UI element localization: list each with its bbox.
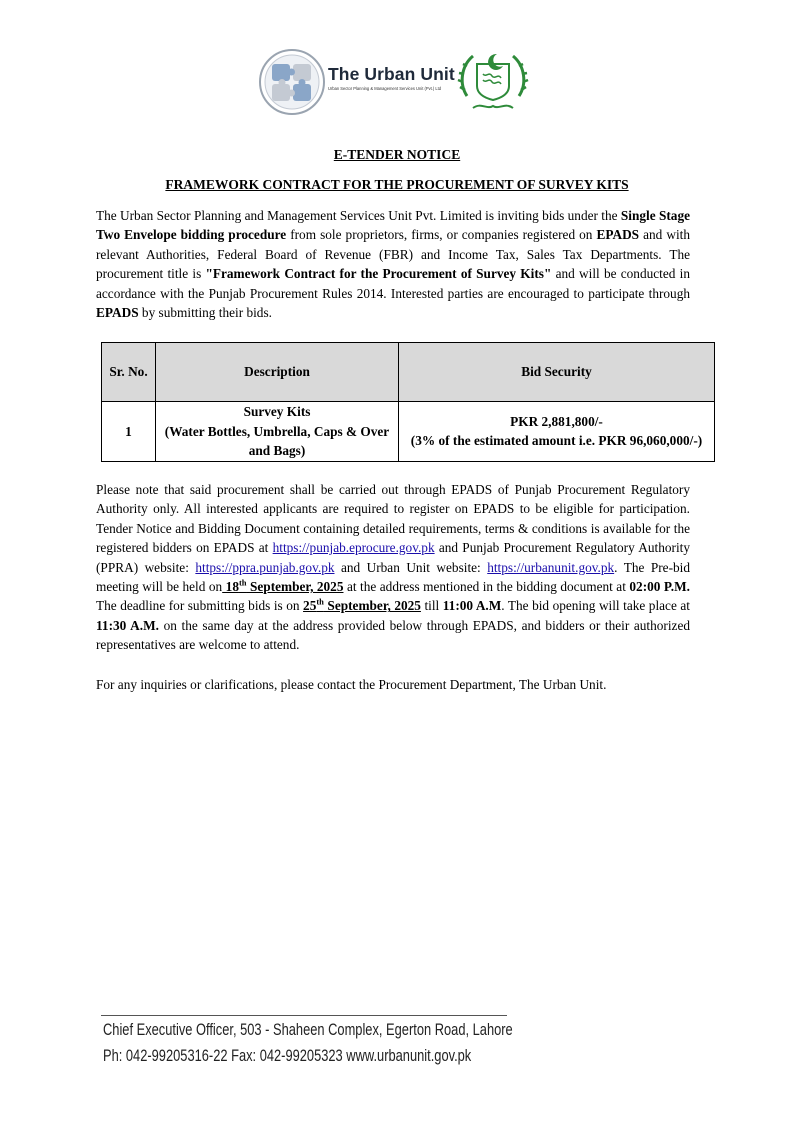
prebid-date [222,579,343,594]
text-bold: EPADS [596,227,640,243]
cell-bid-security [399,402,715,462]
text: from sole proprietors, firms, or companies registered on [286,227,597,243]
text: and Urban Unit website: [334,559,488,575]
text: Please note that said procurement shall be carried out through EPADS of Punjab Procurement Regulatory Authority only. All interested applicants are required to register on EPADS to be eligible for participation. Tender Notice and Bidding Document containing detailed requirements, terms & conditions is available for the registered bidders on EPADS at [96,482,690,556]
text: . The bid opening will take place at [501,598,690,614]
deadline-time: 11:00 A.M [442,598,502,614]
org-name: The Urban Unit [328,64,455,84]
bid-table [101,342,715,462]
description-line: Survey Kits [243,404,311,419]
prebid-time: 02:00 P.M. [629,579,690,595]
date-day: 25 [303,598,317,614]
details-paragraph [96,480,690,655]
bid-note: (3% of the estimated amount i.e. PKR 96,060,000/-) [410,433,703,449]
contact-paragraph: For any inquiries or clarifications, please contact the Procurement Department, The Urban Unit. [96,677,607,692]
deadline-date [303,598,421,613]
cell-sr-no: 1 [102,402,156,462]
notice-subtitle: FRAMEWORK CONTRACT FOR THE PROCUREMENT OF SURVEY KITS [165,177,629,192]
notice-title: E-TENDER NOTICE [333,147,461,162]
text: The Urban Sector Planning and Management Services Unit Pvt. Limited is inviting bids under the [96,208,621,223]
table-row [102,402,715,462]
header-sr-no: Sr. No. [102,343,156,402]
intro-paragraph [96,206,690,322]
table-header-row [102,343,715,402]
text: at the address mentioned in the bidding document at [343,579,630,595]
text: on the same day at the address provided below through EPADS, and bidders or their authorized representatives are welcome to attend. [96,617,690,653]
text-bold: EPADS [96,305,139,321]
text: and Punjab Procurement Regulatory Authority (PPRA) website: [96,540,690,575]
text: . The Pre-bid meeting will be held on [96,559,690,595]
org-subtitle: Urban Sector Planning & Management Services Unit (Pvt.) Ltd [328,86,442,91]
header-logos [258,46,538,118]
header-bid-security: Bid Security [399,343,715,402]
puzzle-logo-icon [258,48,326,116]
date-suffix: th [316,597,324,608]
urbanunit-link[interactable]: https://urbanunit.gov.pk [487,559,615,575]
date-day: 18 [222,579,239,595]
cell-description [156,402,399,462]
text: and with relevant Authorities, Federal Board of Revenue (FBR) and Income Tax, Sales Tax Departments. The procurement title is [96,227,690,282]
punjab-emblem-icon [453,46,533,118]
opening-time: 11:30 A.M. [96,617,159,633]
bid-amount: PKR 2,881,800/- [510,413,603,429]
header-description: Description [156,343,399,402]
text: The deadline for submitting bids is on [96,598,304,614]
footer-divider [101,1015,507,1016]
date-suffix: th [238,577,247,588]
text: by submitting their bids. [138,305,272,321]
ppra-link[interactable]: https://ppra.punjab.gov.pk [195,559,335,575]
footer-contact: Ph: 042-99205316-22 Fax: 042-99205323 www.urbanunit.gov.pk [103,1047,472,1065]
text-bold: Single Stage Two Envelope bidding procedure [96,208,690,243]
date-rest: September, 2025 [323,598,421,614]
procurement-title: "Framework Contract for the Procurement of Survey Kits" [205,266,552,282]
text: till [420,598,443,614]
description-line: (Water Bottles, Umbrella, Caps & Over and Bags) [164,423,390,458]
footer-address: Chief Executive Officer, 503 - Shaheen Complex, Egerton Road, Lahore [103,1021,513,1039]
date-rest: September, 2025 [246,579,344,595]
eprocure-link[interactable]: https://punjab.eprocure.gov.pk [272,540,435,556]
text: and will be conducted in accordance with the Punjab Procurement Rules 2014. Interested parties are encouraged to participate through [96,266,690,301]
